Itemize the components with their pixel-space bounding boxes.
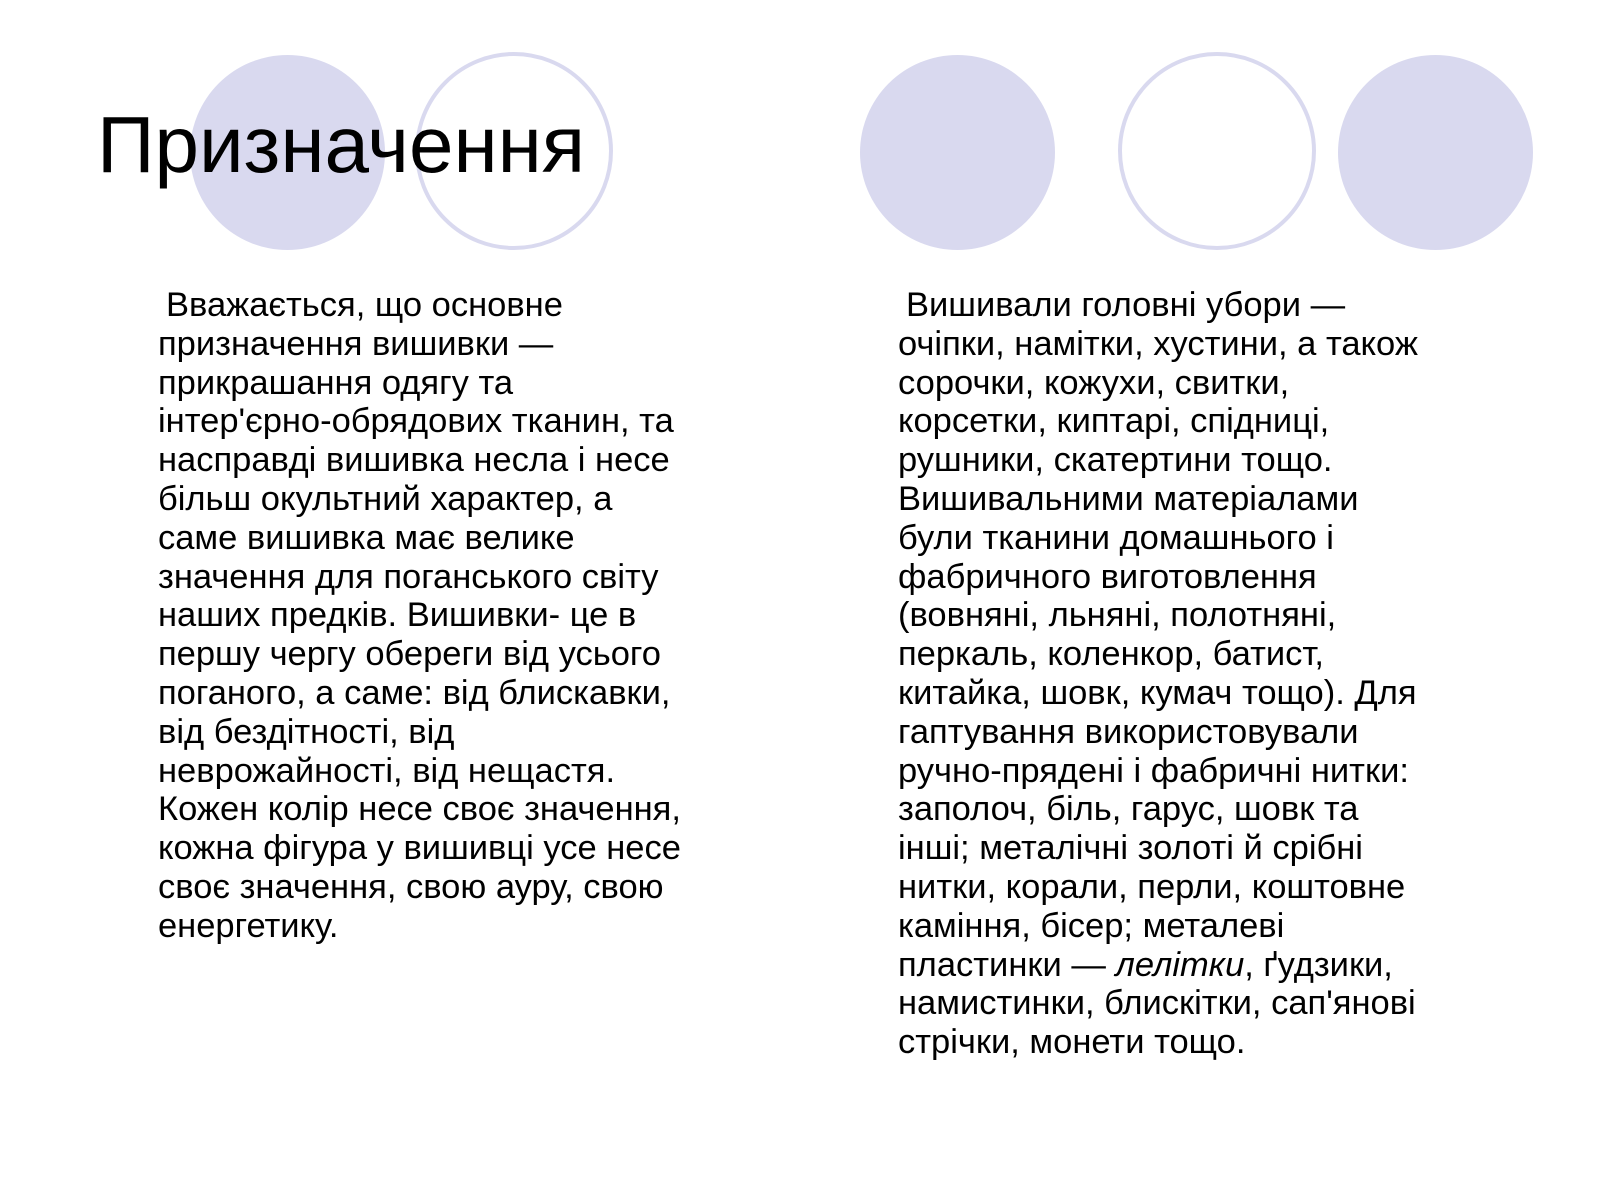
text-line: заполоч, біль, гарус, шовк та bbox=[898, 790, 1359, 829]
text-segment: , ґудзики, bbox=[1244, 945, 1393, 984]
text-line: очіпки, намітки, хустини, а також bbox=[898, 324, 1418, 363]
text-line: від бездітності, від bbox=[158, 712, 455, 751]
text-line: інші; металічні золоті й срібні bbox=[898, 829, 1363, 868]
text-line: каміння, бісер; металеві bbox=[898, 906, 1285, 945]
text-line: сорочки, кожухи, свитки, bbox=[898, 363, 1290, 402]
slide-title: Призначення bbox=[97, 100, 586, 189]
decorative-circle-filled bbox=[860, 55, 1055, 250]
text-line: фабричного виготовлення bbox=[898, 557, 1317, 596]
text-line: прикрашання одягу та bbox=[158, 363, 514, 402]
decorative-circle-filled bbox=[1338, 55, 1533, 250]
text-line: намистинки, блискітки, сап'янові bbox=[898, 984, 1416, 1023]
text-line: інтер'єрно-обрядових тканин, та bbox=[158, 402, 674, 441]
text-line: Кожен колір несе своє значення, bbox=[158, 790, 681, 829]
text-line: призначення вишивки — bbox=[158, 324, 554, 363]
text-line: рушники, скатертини тощо. bbox=[898, 441, 1333, 480]
text-line: значення для поганського світу bbox=[158, 557, 659, 596]
text-line-with-italic bbox=[898, 946, 1538, 985]
left-text-column bbox=[158, 286, 798, 946]
text-line: гаптування використовували bbox=[898, 712, 1359, 751]
text-segment: пластинки — bbox=[898, 945, 1116, 984]
text-line: поганого, а саме: від блискавки, bbox=[158, 673, 671, 712]
text-line: першу чергу обереги від усього bbox=[158, 635, 661, 674]
text-line: Вважається, що основне bbox=[166, 286, 563, 324]
text-line: (вовняні, льняні, полотняні, bbox=[898, 596, 1337, 635]
text-line: саме вишивка має велике bbox=[158, 518, 575, 557]
text-line: своє значення, свою ауру, свою bbox=[158, 867, 664, 906]
right-text-column bbox=[898, 286, 1538, 1062]
text-line: корсетки, киптарі, спідниці, bbox=[898, 402, 1330, 441]
text-line: ручно-прядені і фабричні нитки: bbox=[898, 751, 1409, 790]
text-line: більш окультний характер, а bbox=[158, 479, 613, 518]
decorative-circle-outline bbox=[1118, 52, 1316, 250]
text-line: китайка, шовк, кумач тощо). Для bbox=[898, 673, 1417, 712]
text-line: неврожайності, від нещастя. bbox=[158, 751, 616, 790]
text-line: Вишивали головні убори — bbox=[906, 286, 1346, 324]
text-line: насправді вишивка несла і несе bbox=[158, 441, 670, 480]
text-line: стрічки, монети тощо. bbox=[898, 1023, 1246, 1062]
text-line: Вишивальними матеріалами bbox=[898, 479, 1359, 518]
italic-term: лелітки bbox=[1115, 945, 1245, 984]
text-line: перкаль, коленкор, батист, bbox=[898, 635, 1324, 674]
text-line: нитки, корали, перли, коштовне bbox=[898, 867, 1406, 906]
text-line: наших предків. Вишивки- це в bbox=[158, 596, 637, 635]
text-line: енергетику. bbox=[158, 906, 339, 945]
text-line: кожна фігура у вишивці усе несе bbox=[158, 829, 681, 868]
text-line: були тканини домашнього і bbox=[898, 518, 1334, 557]
